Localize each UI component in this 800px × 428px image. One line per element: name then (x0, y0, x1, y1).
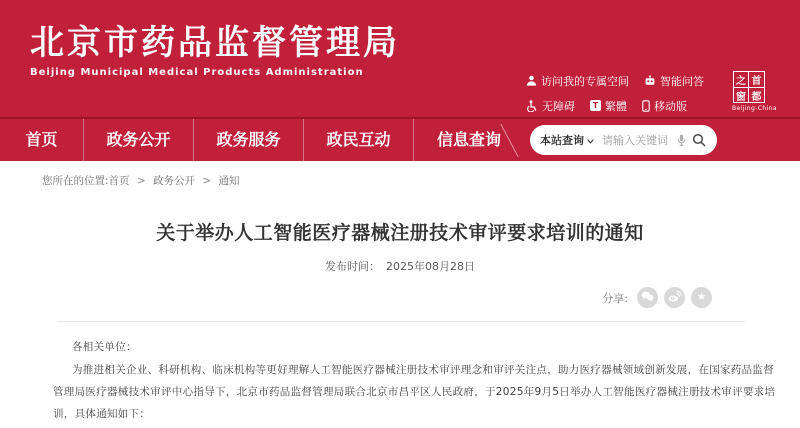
search-scope-label: 本站查询 (540, 134, 584, 147)
article-paragraph: 为推进相关企业、科研机构、临床机构等更好理解人工智能医疗器械注册技术审评理念和审评关注点，助力医疗器械领域创新发展，在国家药品监督管理局医疗器械技术审评中心指导下，北京市药品监督管理局联合北京市昌平区人民政府，于2025年9月5日举办人工智能医疗器械注册技术审评要求培训，具体通知如下： (53, 364, 776, 420)
capital-window-logo[interactable] (732, 71, 777, 112)
article-salutation: 各相关单位： (72, 341, 137, 353)
user-icon (526, 75, 537, 86)
search-input[interactable] (602, 134, 671, 147)
t-badge-icon: T (590, 100, 601, 111)
wechat-icon (641, 291, 654, 305)
quick-links (526, 73, 719, 123)
content-divider (57, 321, 745, 322)
search-scope-select[interactable] (540, 132, 594, 148)
personal-space-label: 访问我的专属空间 (541, 74, 629, 88)
breadcrumb-current: 通知 (218, 175, 240, 187)
site-header (0, 0, 800, 117)
robot-icon (644, 75, 656, 87)
nav-item-gov-disclosure[interactable]: 政务公开 (84, 119, 194, 161)
nav-item-home[interactable]: 首页 (0, 119, 84, 161)
article-body (53, 336, 783, 425)
nav-item-gov-services[interactable]: 政务服务 (194, 119, 304, 161)
article-title: 关于举办人工智能医疗器械注册技术审评要求培训的通知 (156, 222, 644, 244)
share-weibo-button[interactable] (664, 287, 685, 308)
logo-char-2: 首 (749, 72, 764, 88)
site-name-en: Beijing Municipal Medical Products Administration (30, 66, 364, 78)
voice-search-button[interactable] (677, 134, 686, 147)
smart-qa-link[interactable] (644, 73, 704, 89)
breadcrumb (42, 173, 800, 188)
traditional-chinese-link[interactable] (590, 98, 627, 114)
microphone-icon (677, 134, 686, 147)
share-row (0, 287, 712, 308)
mobile-version-label: 移动版 (654, 99, 687, 113)
publish-label: 发布时间： (325, 260, 380, 273)
share-wechat-button[interactable] (637, 287, 658, 308)
search-icon (692, 133, 706, 147)
traditional-chinese-label: 繁體 (605, 99, 627, 113)
personal-space-link[interactable] (526, 73, 629, 89)
breadcrumb-separator: > (136, 175, 146, 187)
share-star-button[interactable] (691, 287, 712, 308)
wheelchair-icon (526, 100, 538, 112)
capital-window-seal (733, 71, 765, 103)
publish-date: 2025年08月28日 (386, 260, 475, 273)
site-brand[interactable] (30, 23, 400, 78)
logo-caption: Beijing-China (732, 105, 777, 112)
star-icon: ★ (696, 291, 707, 303)
breadcrumb-gov-disclosure[interactable]: 政务公开 (153, 175, 196, 187)
logo-char-3: 窗 (734, 88, 749, 103)
chevron-down-icon (587, 134, 594, 147)
publish-line (0, 258, 800, 274)
phone-icon (642, 100, 650, 112)
nav-item-public-interaction[interactable]: 政民互动 (304, 119, 414, 161)
logo-char-1: 之 (734, 72, 749, 88)
breadcrumb-prefix: 您所在的位置: (42, 175, 109, 187)
nav-item-info-search[interactable]: 信息查询 (436, 130, 501, 149)
breadcrumb-home[interactable]: 首页 (108, 175, 130, 187)
share-label: 分享: (602, 291, 628, 305)
accessibility-label: 无障碍 (542, 99, 575, 113)
smart-qa-label: 智能问答 (660, 74, 704, 88)
accessibility-link[interactable] (526, 98, 575, 114)
logo-char-4: 都 (751, 92, 762, 103)
main-content (0, 173, 800, 425)
site-search-bar (530, 125, 717, 155)
site-name: 北京市药品监督管理局 (30, 23, 400, 63)
weibo-icon (668, 290, 682, 306)
main-nav (0, 117, 800, 161)
breadcrumb-separator: > (202, 175, 212, 187)
search-submit-button[interactable] (692, 133, 706, 147)
mobile-version-link[interactable] (642, 98, 687, 114)
quick-links-row-1 (526, 73, 719, 88)
quick-links-row-2 (526, 98, 719, 113)
